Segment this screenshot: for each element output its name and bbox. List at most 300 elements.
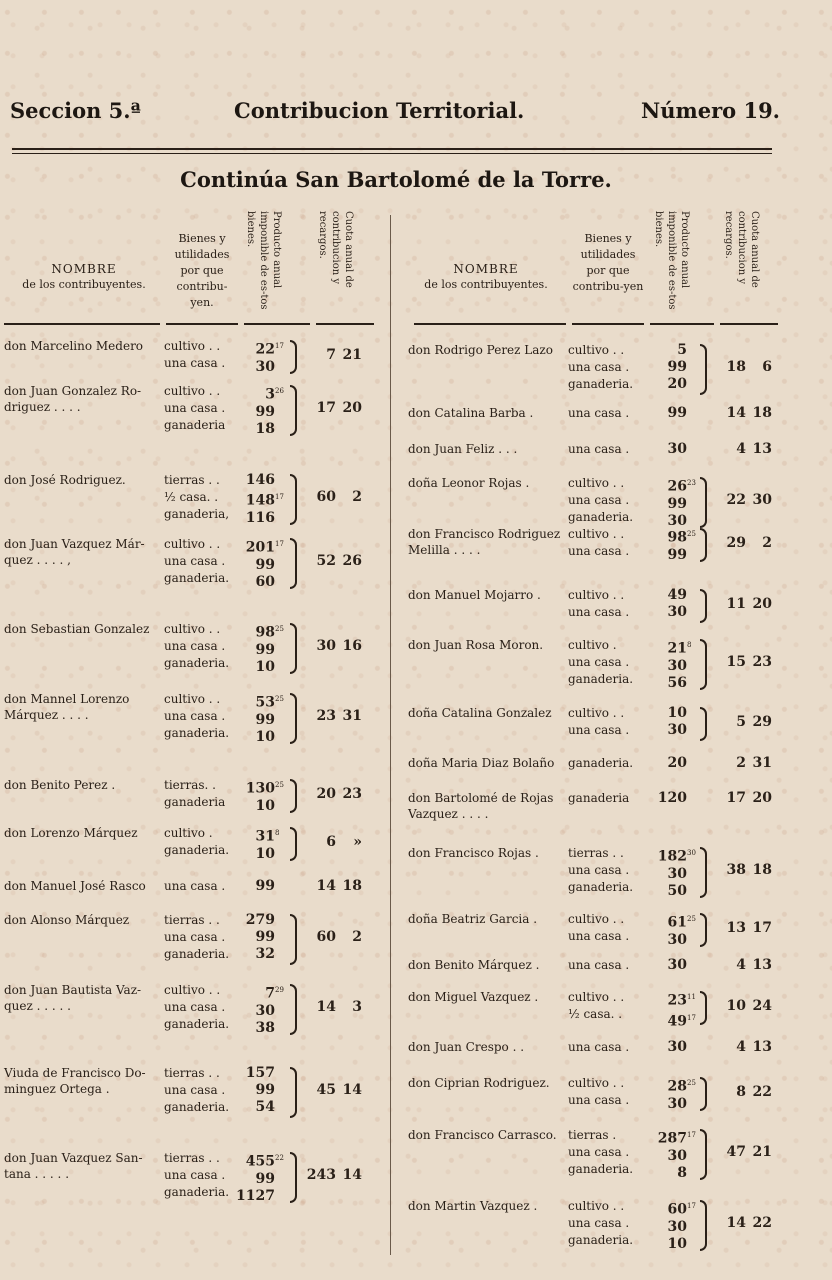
asset-item: cultivo . . bbox=[568, 1076, 625, 1090]
asset-item: cultivo . . bbox=[568, 706, 625, 720]
header-underline bbox=[4, 323, 160, 325]
annual-quota bbox=[714, 441, 772, 457]
name-header bbox=[4, 261, 164, 293]
asset-list bbox=[164, 825, 229, 859]
quota-fraction: 16 bbox=[342, 638, 362, 654]
asset-value-number: 20 bbox=[667, 376, 687, 392]
grouping-brace bbox=[700, 1129, 707, 1180]
asset-item: una casa . bbox=[164, 401, 226, 415]
asset-value bbox=[230, 536, 284, 557]
asset-item: una casa . bbox=[568, 406, 630, 420]
annual-quota bbox=[304, 1082, 362, 1098]
asset-item: ganaderia. bbox=[164, 1185, 230, 1199]
asset-item: cultivo . . bbox=[164, 692, 221, 706]
quota-main: 4 bbox=[736, 1039, 746, 1055]
producto-header: Producto anual imponible de es-tos bienes. bbox=[245, 211, 282, 310]
contributor-name: don Manuel Mojarro . bbox=[408, 588, 541, 602]
asset-value-number: 99 bbox=[255, 929, 275, 945]
asset-value-number: 54 bbox=[255, 1099, 275, 1115]
asset-item: ½ casa. . bbox=[164, 490, 219, 504]
asset-value bbox=[638, 604, 696, 621]
asset-value-fraction: 17 bbox=[687, 1131, 696, 1139]
contributor-name: don Martin Vazquez . bbox=[408, 1199, 538, 1213]
asset-item: ganaderia. bbox=[568, 377, 634, 391]
asset-item: una casa . bbox=[164, 356, 226, 370]
quota-fraction: 18 bbox=[342, 878, 362, 894]
asset-value bbox=[230, 929, 284, 946]
asset-value-fraction: 17 bbox=[687, 1202, 696, 1210]
asset-list bbox=[568, 845, 633, 896]
asset-value-number: 49 bbox=[667, 587, 687, 603]
asset-value-number: 130 bbox=[245, 780, 275, 797]
grouping-brace bbox=[700, 1200, 707, 1251]
asset-list bbox=[568, 1075, 629, 1109]
asset-value bbox=[638, 496, 696, 513]
asset-value bbox=[230, 712, 284, 729]
asset-value bbox=[638, 1010, 696, 1031]
contributor-name: don Marcelino Medero bbox=[4, 339, 144, 353]
asset-value bbox=[230, 729, 284, 746]
asset-list bbox=[164, 472, 229, 523]
grouping-brace bbox=[290, 623, 297, 674]
header-underline bbox=[316, 323, 374, 325]
column-divider bbox=[390, 215, 391, 1255]
quota-main: 5 bbox=[736, 713, 746, 730]
asset-item: cultivo . . bbox=[568, 343, 625, 357]
asset-value-number: 30 bbox=[255, 1002, 275, 1019]
annual-quota bbox=[714, 755, 772, 771]
asset-value-fraction: 25 bbox=[275, 781, 284, 789]
quota-main: 11 bbox=[726, 595, 746, 612]
asset-value-number: 60 bbox=[667, 1201, 687, 1218]
contributor-name: don Francisco Carrasco. bbox=[408, 1128, 557, 1142]
asset-value bbox=[638, 989, 696, 1010]
asset-value-number: 28 bbox=[667, 1078, 687, 1095]
value-list bbox=[230, 338, 284, 376]
quota-main: 2 bbox=[736, 755, 746, 771]
asset-value-number: 99 bbox=[255, 1170, 275, 1187]
asset-value bbox=[638, 526, 696, 547]
contributor-name: don Juan Crespo . . bbox=[408, 1040, 525, 1054]
asset-item: cultivo . . bbox=[568, 476, 625, 490]
asset-item: ganaderia. bbox=[568, 510, 634, 524]
quota-fraction: 30 bbox=[752, 492, 772, 508]
value-list bbox=[230, 472, 284, 527]
asset-value-fraction: 29 bbox=[275, 986, 284, 994]
asset-value bbox=[230, 1150, 284, 1171]
value-list bbox=[638, 526, 696, 564]
grouping-brace bbox=[290, 914, 297, 965]
contributor-name: don Ciprian Rodriguez. bbox=[408, 1076, 550, 1090]
header-underline bbox=[572, 323, 644, 325]
asset-item: tierras . . bbox=[568, 846, 624, 860]
grouping-brace bbox=[290, 779, 297, 813]
left-column bbox=[4, 205, 376, 1204]
contributor-name: don Alonso Márquez bbox=[4, 913, 130, 927]
asset-value bbox=[230, 510, 284, 527]
asset-item: ganaderia. bbox=[568, 756, 634, 770]
asset-item: ganaderia. bbox=[568, 880, 634, 894]
grouping-brace bbox=[290, 1067, 297, 1118]
asset-value bbox=[638, 441, 696, 458]
value-list bbox=[638, 989, 696, 1030]
annual-quota bbox=[714, 405, 772, 421]
contributor-name: don Francisco Rojas . bbox=[408, 846, 539, 860]
quota-main: 14 bbox=[726, 405, 746, 421]
bienes-header: Bienes y utilidades por que contribu-yen bbox=[572, 232, 644, 293]
value-list bbox=[638, 405, 696, 422]
value-list bbox=[638, 705, 696, 739]
asset-value-number: 30 bbox=[667, 512, 687, 529]
quota-main: 15 bbox=[726, 654, 746, 670]
asset-list bbox=[568, 705, 629, 739]
asset-value-fraction: 26 bbox=[275, 387, 284, 395]
asset-value bbox=[230, 1188, 284, 1205]
asset-item: ganaderia. bbox=[568, 672, 634, 686]
asset-item: ganaderia. bbox=[164, 656, 230, 670]
asset-value bbox=[638, 845, 696, 866]
quota-main: 38 bbox=[726, 862, 746, 878]
quota-main: 17 bbox=[316, 400, 336, 416]
asset-list bbox=[164, 1065, 229, 1116]
asset-value bbox=[230, 489, 284, 510]
value-list bbox=[638, 1198, 696, 1253]
asset-value bbox=[638, 1039, 696, 1056]
asset-value-number: 99 bbox=[255, 711, 275, 728]
asset-value bbox=[638, 475, 696, 496]
asset-item: ganaderia. bbox=[568, 1162, 634, 1176]
quota-main: 6 bbox=[326, 833, 336, 850]
quota-main: 47 bbox=[726, 1144, 746, 1160]
asset-item: cultivo . . bbox=[568, 990, 625, 1004]
asset-value bbox=[638, 547, 696, 564]
contributor-name: don Miguel Vazquez . bbox=[408, 990, 539, 1004]
asset-list bbox=[164, 338, 225, 372]
quota-main: 60 bbox=[316, 489, 336, 505]
asset-item: una casa . bbox=[568, 442, 630, 456]
quota-main: 29 bbox=[726, 534, 746, 551]
contributor-name: don Mannel Lorenzo Márquez . . . . bbox=[4, 692, 130, 722]
asset-list bbox=[164, 777, 225, 811]
asset-list bbox=[164, 912, 229, 963]
contributor-name: don Juan Vazquez San-tana . . . . . bbox=[4, 1151, 143, 1181]
name-header bbox=[406, 261, 566, 293]
asset-value-number: 10 bbox=[255, 728, 275, 745]
quota-fraction: 20 bbox=[752, 790, 772, 806]
asset-list bbox=[568, 989, 624, 1023]
grouping-brace bbox=[700, 477, 707, 528]
asset-value-fraction: 23 bbox=[687, 479, 696, 487]
quota-fraction: 3 bbox=[352, 999, 362, 1015]
asset-value bbox=[638, 658, 696, 675]
asset-value-number: 99 bbox=[667, 359, 687, 375]
asset-value bbox=[638, 1075, 696, 1096]
asset-item: ganaderia. bbox=[164, 1100, 230, 1114]
asset-item: ganaderia. bbox=[164, 726, 230, 740]
asset-item: ganaderia. bbox=[164, 843, 230, 857]
asset-value-number: 10 bbox=[667, 705, 687, 721]
asset-value-number: 18 bbox=[255, 420, 275, 437]
asset-value-number: 10 bbox=[255, 658, 275, 675]
asset-value-fraction: 30 bbox=[687, 849, 696, 857]
quota-fraction: 2 bbox=[352, 929, 362, 945]
asset-value-number: 116 bbox=[245, 509, 275, 526]
asset-value bbox=[230, 557, 284, 574]
asset-value-number: 5 bbox=[677, 342, 687, 358]
value-list bbox=[230, 1065, 284, 1116]
value-list bbox=[638, 957, 696, 974]
annual-quota bbox=[714, 1039, 772, 1055]
contributor-name: don Juan Feliz . . . bbox=[408, 442, 518, 456]
header-underline bbox=[720, 323, 778, 325]
asset-item: una casa . bbox=[164, 1083, 226, 1097]
grouping-brace bbox=[700, 639, 707, 690]
asset-item: tierras. . bbox=[164, 778, 216, 792]
quota-fraction: 18 bbox=[752, 405, 772, 421]
annual-quota bbox=[304, 638, 362, 654]
asset-list bbox=[568, 1198, 633, 1249]
asset-value-number: 26 bbox=[667, 478, 687, 495]
contributor-name: don Benito Perez . bbox=[4, 778, 116, 792]
asset-value bbox=[230, 825, 284, 846]
asset-item: una casa . bbox=[164, 639, 226, 653]
asset-item: cultivo . . bbox=[164, 537, 221, 551]
contributor-name: don Lorenzo Márquez bbox=[4, 826, 138, 840]
asset-item: ganaderia. bbox=[568, 1233, 634, 1247]
contributor-name: doña Beatriz Garcia . bbox=[408, 912, 538, 926]
asset-list bbox=[164, 536, 229, 587]
asset-value bbox=[230, 338, 284, 359]
grouping-brace bbox=[290, 474, 297, 525]
asset-value-number: 30 bbox=[667, 957, 687, 973]
asset-item: una casa . bbox=[164, 1000, 226, 1014]
asset-value-number: 99 bbox=[255, 1082, 275, 1098]
asset-value bbox=[638, 1096, 696, 1113]
quota-fraction: 23 bbox=[342, 785, 362, 802]
asset-value bbox=[230, 574, 284, 591]
asset-value-number: 30 bbox=[667, 931, 687, 948]
asset-value-number: 23 bbox=[667, 992, 687, 1009]
annual-quota bbox=[304, 878, 362, 894]
asset-list bbox=[164, 878, 225, 895]
grouping-brace bbox=[700, 847, 707, 898]
asset-value bbox=[230, 642, 284, 659]
annual-quota bbox=[304, 708, 362, 724]
asset-value-number: 182 bbox=[657, 848, 687, 865]
asset-item: una casa . bbox=[568, 493, 630, 507]
asset-item: ½ casa. . bbox=[568, 1007, 623, 1021]
asset-value-number: 157 bbox=[245, 1065, 275, 1081]
asset-value bbox=[638, 405, 696, 422]
asset-value-number: 8 bbox=[677, 1164, 687, 1181]
quota-fraction: 14 bbox=[342, 1082, 362, 1098]
asset-value-number: 148 bbox=[245, 492, 275, 509]
asset-list bbox=[568, 342, 633, 393]
asset-list bbox=[568, 755, 633, 772]
quota-main: 52 bbox=[316, 553, 336, 569]
quota-fraction: 13 bbox=[752, 1039, 772, 1055]
asset-item: ganaderia, bbox=[164, 507, 230, 521]
asset-value bbox=[638, 1165, 696, 1182]
town-subtitle: Continúa San Bartolomé de la Torre. bbox=[180, 167, 612, 192]
asset-value-fraction: 11 bbox=[687, 993, 696, 1001]
quota-fraction: 20 bbox=[342, 400, 362, 416]
asset-item: cultivo . . bbox=[568, 1199, 625, 1213]
quota-main: 17 bbox=[726, 790, 746, 806]
asset-value bbox=[230, 912, 284, 929]
asset-value bbox=[638, 342, 696, 359]
asset-item: cultivo . . bbox=[164, 983, 221, 997]
asset-value-number: 30 bbox=[667, 1095, 687, 1112]
quota-fraction: 24 bbox=[752, 997, 772, 1014]
asset-item: una casa . bbox=[568, 929, 630, 943]
asset-value bbox=[230, 777, 284, 798]
annual-quota bbox=[714, 1144, 772, 1160]
quota-main: 4 bbox=[736, 441, 746, 457]
asset-item: una casa . bbox=[568, 655, 630, 669]
quota-fraction: 31 bbox=[342, 708, 362, 724]
asset-list bbox=[164, 691, 229, 742]
asset-value-number: 99 bbox=[667, 405, 687, 421]
quota-fraction: 21 bbox=[342, 346, 362, 363]
quota-fraction: 29 bbox=[752, 713, 772, 730]
asset-item: cultivo . bbox=[568, 638, 617, 652]
annual-quota bbox=[714, 1084, 772, 1100]
asset-value-fraction: 8 bbox=[275, 829, 280, 837]
quota-fraction: 26 bbox=[342, 553, 362, 569]
quota-fraction: 14 bbox=[342, 1167, 362, 1183]
quota-main: 4 bbox=[736, 957, 746, 973]
asset-item: una casa . bbox=[568, 863, 630, 877]
grouping-brace bbox=[700, 589, 707, 623]
asset-item: una casa . bbox=[568, 605, 630, 619]
left-column-header bbox=[4, 205, 376, 325]
quota-fraction: 17 bbox=[752, 919, 772, 936]
asset-value-number: 99 bbox=[255, 556, 275, 573]
quota-main: 20 bbox=[316, 785, 336, 802]
annual-quota bbox=[304, 553, 362, 569]
annual-quota bbox=[714, 535, 772, 551]
asset-value bbox=[638, 1219, 696, 1236]
asset-value bbox=[230, 1020, 284, 1037]
asset-value-number: 99 bbox=[255, 403, 275, 420]
asset-value bbox=[638, 637, 696, 658]
asset-value bbox=[638, 675, 696, 692]
asset-value-fraction: 17 bbox=[687, 1013, 696, 1022]
annual-quota bbox=[714, 1215, 772, 1231]
asset-value-number: 455 bbox=[245, 1153, 275, 1170]
asset-value-number: 3 bbox=[265, 386, 275, 403]
asset-item: una casa . bbox=[164, 879, 226, 893]
asset-item: una casa . bbox=[568, 958, 630, 972]
asset-item: cultivo . . bbox=[568, 527, 625, 541]
grouping-brace bbox=[700, 1077, 707, 1111]
asset-value bbox=[230, 946, 284, 963]
asset-value bbox=[638, 376, 696, 393]
annual-quota bbox=[714, 862, 772, 878]
asset-item: cultivo . bbox=[164, 826, 213, 840]
header-underline bbox=[166, 323, 238, 325]
quota-main: 18 bbox=[726, 359, 746, 375]
asset-value bbox=[230, 982, 284, 1003]
grouping-brace bbox=[290, 1152, 297, 1203]
value-list bbox=[638, 441, 696, 458]
asset-value-number: 32 bbox=[255, 946, 275, 962]
annual-quota bbox=[304, 1167, 362, 1183]
asset-value bbox=[638, 1198, 696, 1219]
asset-item: cultivo . . bbox=[164, 339, 221, 353]
page-number: Número 19. bbox=[641, 98, 780, 123]
value-list bbox=[230, 536, 284, 591]
asset-value-number: 30 bbox=[667, 604, 687, 620]
asset-value-number: 38 bbox=[255, 1019, 275, 1036]
quota-main: 60 bbox=[316, 929, 336, 945]
asset-value bbox=[638, 587, 696, 604]
asset-list bbox=[568, 441, 629, 458]
asset-list bbox=[568, 957, 629, 974]
header-rule-thin bbox=[12, 153, 772, 154]
asset-value bbox=[230, 421, 284, 438]
asset-value bbox=[638, 911, 696, 932]
asset-item: cultivo . . bbox=[164, 384, 221, 398]
annual-quota bbox=[304, 347, 362, 363]
asset-value-number: 30 bbox=[667, 441, 687, 457]
asset-list bbox=[568, 911, 629, 945]
asset-value bbox=[638, 866, 696, 883]
annual-quota bbox=[714, 654, 772, 670]
grouping-brace bbox=[700, 344, 707, 395]
value-list bbox=[230, 912, 284, 963]
asset-value-number: 30 bbox=[667, 657, 687, 674]
asset-value-fraction: 25 bbox=[687, 530, 696, 538]
asset-item: una casa . bbox=[568, 723, 630, 737]
asset-value-number: 146 bbox=[245, 472, 275, 488]
asset-list bbox=[568, 587, 629, 621]
asset-list bbox=[568, 1127, 633, 1178]
asset-value-number: 61 bbox=[667, 914, 687, 931]
asset-item: ganaderia. bbox=[164, 1017, 230, 1031]
quota-main: 23 bbox=[316, 708, 336, 724]
contributor-name: don Sebastian Gonzalez bbox=[4, 622, 150, 636]
quota-main: 22 bbox=[726, 492, 746, 508]
header-underline bbox=[650, 323, 714, 325]
name-header-sub: de los contribuyentes. bbox=[22, 278, 146, 291]
value-list bbox=[638, 475, 696, 530]
header-underline bbox=[414, 323, 566, 325]
header-rule bbox=[12, 148, 772, 150]
annual-quota bbox=[304, 834, 362, 850]
asset-item: una casa . bbox=[568, 1093, 630, 1107]
quota-main: 30 bbox=[316, 638, 336, 654]
asset-item: ganaderia bbox=[164, 418, 226, 432]
asset-list bbox=[164, 383, 225, 434]
value-list bbox=[638, 637, 696, 692]
asset-value-fraction: 17 bbox=[275, 540, 284, 548]
asset-value-fraction: 25 bbox=[687, 1079, 696, 1087]
value-list bbox=[638, 1075, 696, 1113]
asset-value-fraction: 17 bbox=[275, 493, 284, 501]
asset-value bbox=[230, 846, 284, 863]
asset-item: una casa . bbox=[164, 930, 226, 944]
value-list bbox=[230, 982, 284, 1037]
asset-value-number: 1127 bbox=[236, 1187, 275, 1204]
grouping-brace bbox=[700, 913, 707, 947]
asset-value-fraction: 25 bbox=[687, 915, 696, 923]
asset-item: una casa . bbox=[568, 360, 630, 374]
value-list bbox=[638, 911, 696, 949]
asset-item: tierras . . bbox=[164, 1151, 220, 1165]
asset-value-number: 99 bbox=[667, 495, 687, 512]
